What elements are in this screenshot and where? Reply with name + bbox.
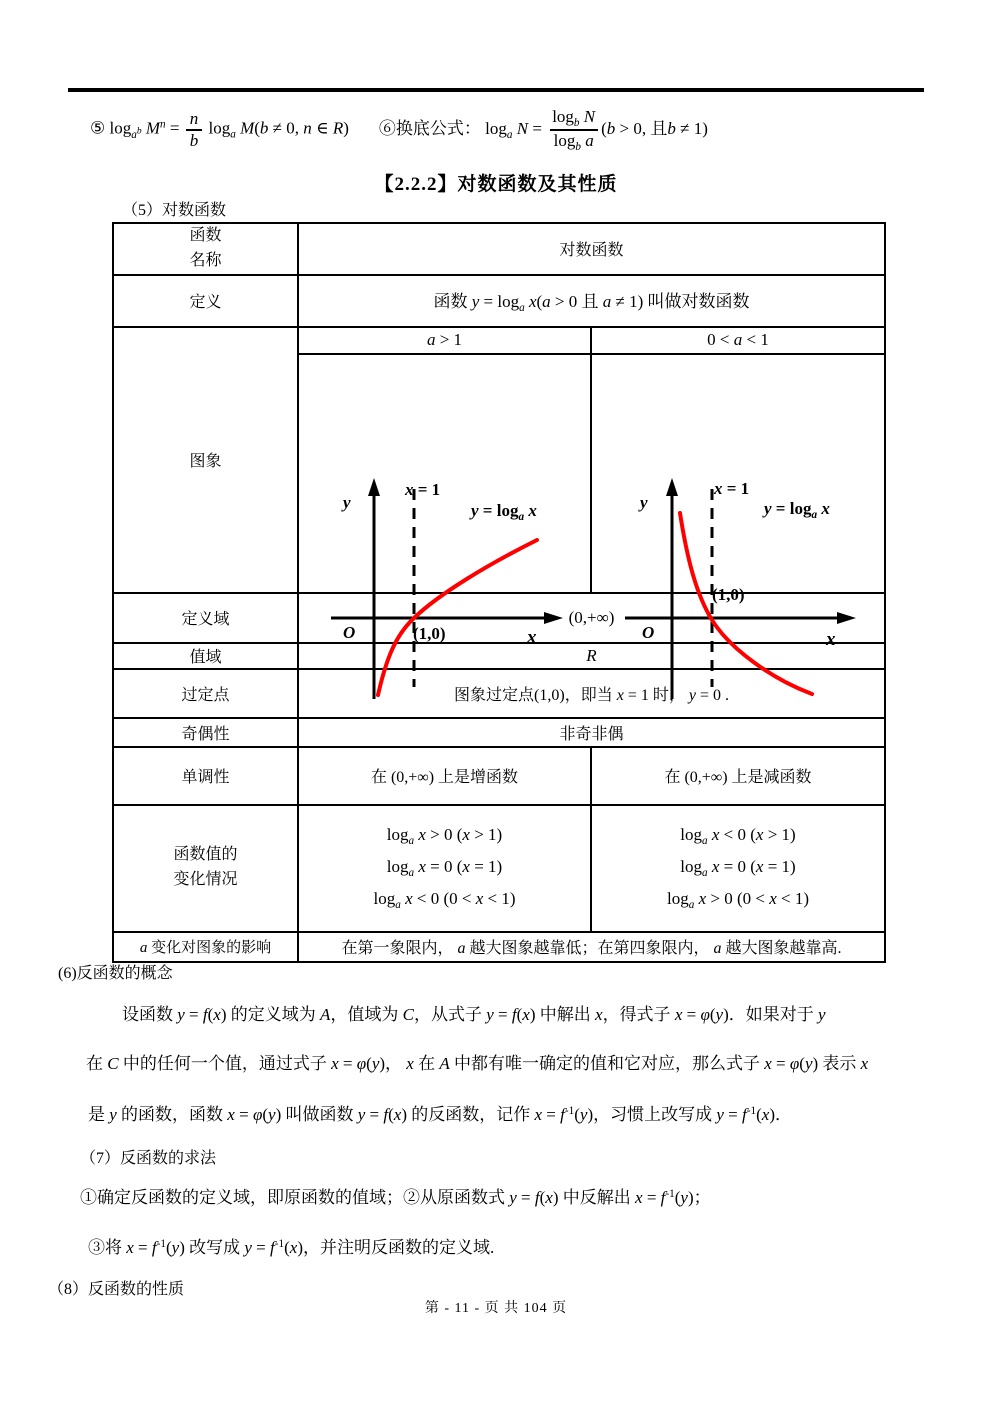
section-title: 【2.2.2】对数函数及其性质 [374,174,618,195]
value-change-line: $\log_a x = 0$ (x = 1) [386,857,503,879]
value-change-line: $\log_a x > 0$ (0 < x < 1) [666,889,810,912]
curve-equation-label: $y = \log_a x$ [764,499,830,522]
subsection-6-heading: (6)反函数的概念 [58,965,173,982]
page-footer: 第 - 11 - 页 共 104 页 [424,1301,568,1316]
x-equals-1-label: x = 1 [714,479,750,499]
row-label-parity: 奇偶性 [113,718,298,747]
value-change-line: $\log_a x > 0$ (x > 1) [386,824,503,847]
row-label-value-changes: 函数值的 变化情况 [113,805,298,932]
origin-label: O [642,623,655,643]
x-axis-arrow [544,612,563,624]
cell-function-name: 对数函数 [298,223,885,275]
formula-6-change-of-base: ⑥换底公式： $\log_a N$ = $\frac{\log_b N}{\log_b a}$ (b > 0, 且b ≠ 1) [378,106,708,153]
value-change-line: $\log_a x < 0$ (0 < x < 1) [373,889,516,912]
origin-label: O [343,623,356,643]
x-axis-label: x [527,627,537,649]
log-curve-decreasing [680,513,812,694]
row-label-domain: 定义域 [113,593,298,643]
table-row [113,932,885,962]
cell-value-changes-right [591,805,885,932]
inverse-concept-line-3: 是 y 的函数，函数 x = φ(y) 叫做函数 y = f(x) 的反函数，记作 $x = f^{-1}(y)$，习惯上改写成 $y = f^{-1}(x)$． [88,1104,792,1124]
subsection-8-heading: （8）反函数的性质 [48,1281,185,1298]
subsection-7-heading: （7）反函数的求法 [80,1150,217,1167]
cell-definition: 函数 $y = \log_a x(a > 0$ 且 a ≠ 1) 叫做对数函数 [298,275,885,327]
curve-equation-label: $y = \log_a x$ [471,501,537,524]
row-label-definition: 定义 [113,275,298,327]
cell-case-a-gt-1: a > 1 [298,327,591,354]
inverse-concept-line-2: 在 C 中的任何一个值，通过式子 x = φ(y)， x 在 A 中都有唯一确定的值和它对应，那么式子 x = φ(y) 表示 x [86,1054,869,1073]
cell-a-effect: 在第一象限内， a 越大图象越靠低；在第四象限内， a 越大图象越靠高. [298,932,885,962]
cell-domain: (0,+∞) [298,593,885,643]
cell-range: R [298,643,885,669]
row-label-range: 值域 [113,643,298,669]
cell-parity: 非奇非偶 [298,718,885,747]
y-axis-label: y [343,493,351,513]
value-change-line: $\log_a x < 0$ (x > 1) [680,824,796,847]
formula-5-log-power: ⑤ $\log_{a^b} M^n$ = $\frac{n}{b}$ $\log_a M(b \ne 0$, n ∈ R) [90,109,349,150]
x-equals-1-label: x = 1 [405,480,441,500]
table-row [113,718,885,747]
header-rule [68,88,924,92]
y-axis-arrow [368,478,380,496]
point-1-0-label: (1,0) [712,585,745,605]
table-row [113,223,885,275]
inverse-concept-line-1: 设函数 y = f(x) 的定义域为 A，值域为 C，从式子 y = f(x) 中解出 x，得式子 x = φ(y)．如果对于 y [122,1005,826,1024]
cell-monotonic-increasing: 在 (0,+∞) 上是增函数 [298,747,591,805]
cell-graph-decreasing [591,354,885,651]
table-row [113,275,885,327]
row-label-graph: 图象 [113,327,298,593]
log-function-properties-table [112,222,886,963]
x-axis-arrow [837,612,856,624]
value-change-line: $\log_a x = 0$ (x = 1) [680,857,796,879]
cell-fixed-point: 图象过定点(1,0)，即当 x = 1 时， y = 0 . [298,669,885,718]
y-axis-label: y [640,493,648,513]
row-label-monotonicity: 单调性 [113,747,298,805]
y-axis-arrow [666,478,678,496]
x-axis-label: x [826,629,836,651]
table-row [113,327,885,354]
log-identities-line [90,94,708,166]
row-label-fixed-point: 过定点 [113,669,298,718]
inverse-method-steps-1-2: ①确定反函数的定义域，即原函数的值域；②从原函数式 y = f(x) 中反解出 $x = f^{-1}(y)$； [80,1187,711,1207]
row-label-a-effect: a 变化对图象的影响 [113,932,298,962]
cell-value-changes-left [298,805,591,932]
table-row [113,747,885,805]
cell-graph-increasing [298,354,591,649]
cell-case-0-lt-a-lt-1: 0 < a < 1 [591,327,885,354]
inverse-method-step-3: ③将 $x = f^{-1}(y)$ 改写成 $y = f^{-1}(x)$，并注明反函数的定义域. [88,1237,495,1257]
point-1-0-label: (1,0) [413,624,446,644]
cell-monotonic-decreasing: 在 (0,+∞) 上是减函数 [591,747,885,805]
row-label-function-name: 函数 名称 [113,223,298,275]
subsection-5-label: （5）对数函数 [122,202,227,219]
table-row [113,805,885,932]
